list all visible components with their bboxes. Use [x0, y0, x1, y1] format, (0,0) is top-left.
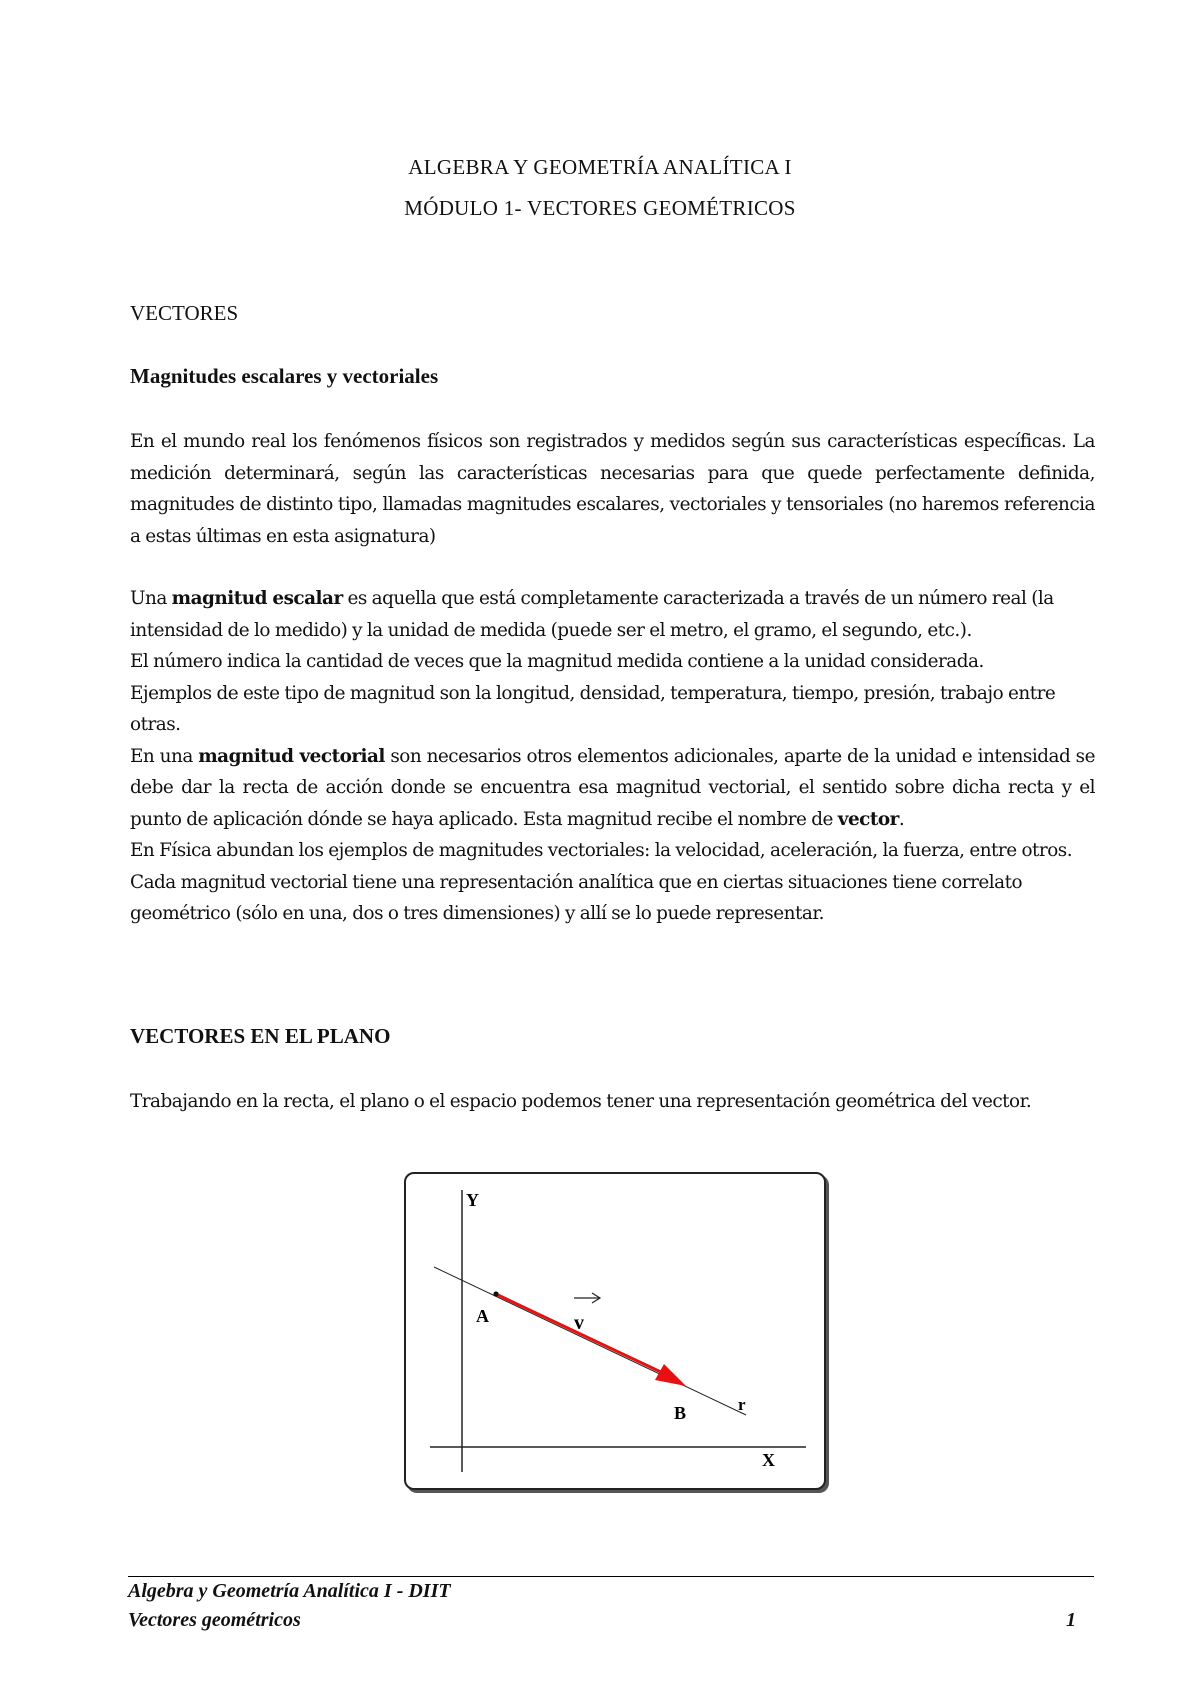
label-b: B — [674, 1403, 687, 1423]
vector-term: vector — [837, 808, 899, 830]
escalar-ejemplos-line: Ejemplos de este tipo de magnitud son la longitud, densidad, temperatura, tiempo, presión, trabajo entre otras. — [130, 682, 1056, 735]
paragraph-plano-text: Trabajando en la recta, el plano o el espacio podemos tener una representación geométrica del vector. — [130, 1091, 1032, 1112]
vectorial-rest: son necesarios otros elementos adicionales, aparte de la unidad e intensidad se debe dar la recta de acción donde se encuentra esa magnitud vectorial, el sentido sobre dicha recta y el punto de aplicación dónde se haya aplicado. Esta magnitud recibe el nombre de — [130, 745, 1095, 830]
document-title: ALGEBRA Y GEOMETRÍA ANALÍTICA I — [408, 155, 792, 179]
paragraph-intro — [130, 426, 1095, 552]
section-heading-vectores: VECTORES — [130, 301, 239, 325]
vector-diagram — [406, 1174, 824, 1488]
vectorial-end: . — [898, 808, 905, 830]
vector-v-shaft — [498, 1295, 663, 1373]
page-number: 1 — [1066, 1609, 1076, 1631]
vector-figure — [404, 1172, 826, 1490]
vector-v-arrowhead — [655, 1364, 686, 1386]
paragraph-intro-text: En el mundo real los fenómenos físicos son registrados y medidos según sus características específicas. La medición determinará, según las características necesarias para que quede perfectamente definida, magnitudes de distinto tipo, llamadas magnitudes escalares, vectoriales y tensoriales (no haremos referencia a estas últimas en esta asignatura) — [130, 431, 1095, 547]
label-y: Y — [466, 1190, 479, 1210]
footer-topic: Vectores geométricos — [128, 1609, 301, 1631]
vectorial-lead: En una — [130, 745, 199, 767]
escalar-lead: Una — [130, 588, 172, 609]
escalar-term: magnitud escalar — [171, 588, 343, 609]
label-r: r — [738, 1395, 746, 1414]
paragraph-definitions — [130, 583, 1095, 930]
line-r — [434, 1267, 746, 1415]
point-a — [493, 1291, 498, 1296]
vectorial-definition — [130, 741, 1095, 836]
footer-divider — [128, 1576, 1094, 1577]
footer-course: Algebra y Geometría Analítica I - DIIT — [128, 1580, 451, 1602]
fisica-examples-line: En Física abundan los ejemplos de magnitudes vectoriales: la velocidad, aceleración, la fuerza, entre otros. — [130, 840, 1073, 861]
section-heading-plano: VECTORES EN EL PLANO — [130, 1024, 391, 1048]
label-x: X — [762, 1450, 775, 1470]
label-v: v — [574, 1312, 584, 1334]
vectorial-term: magnitud vectorial — [198, 745, 385, 767]
escalar-definition — [130, 583, 1095, 646]
subsection-heading-magnitudes: Magnitudes escalares y vectoriales — [130, 364, 439, 388]
module-title: MÓDULO 1- VECTORES GEOMÉTRICOS — [404, 196, 796, 220]
escalar-numero-line: El número indica la cantidad de veces que la magnitud medida contiene a la unidad considerada. — [130, 651, 984, 672]
footer-topic-row — [128, 1609, 1094, 1632]
label-a: A — [476, 1306, 489, 1326]
escalar-rest: es aquella que está completamente caracterizada a través de un número real (la intensidad de lo medido) y la unidad de medida (puede ser el metro, el gramo, el segundo, etc.). — [130, 588, 1054, 641]
paragraph-plano — [130, 1086, 1095, 1118]
representacion-line: Cada magnitud vectorial tiene una representación analítica que en ciertas situaciones tiene correlato geométrico (sólo en una, dos o tres dimensiones) y allí se lo puede representar. — [130, 871, 1023, 924]
